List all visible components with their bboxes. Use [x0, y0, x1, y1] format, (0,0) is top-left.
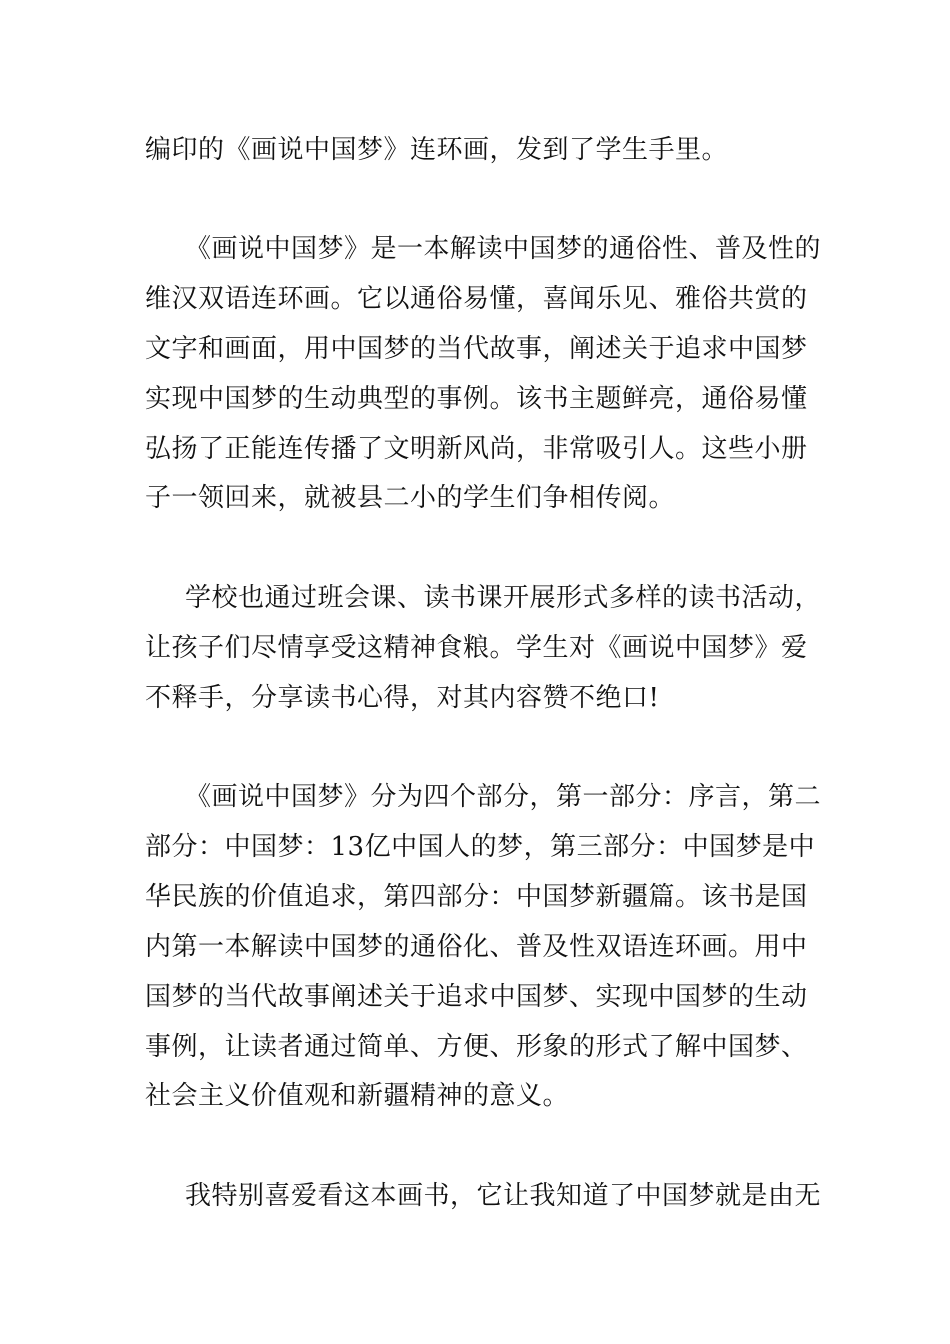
text-line: 社会主义价值观和新疆精神的意义。 — [145, 1081, 570, 1111]
text-line: 子一领回来，就被县二小的学生们争相传阅。 — [145, 483, 676, 513]
text-line: 弘扬了正能连传播了文明新风尚，非常吸引人。这些小册 — [145, 434, 808, 464]
text-line: 学校也通过班会课、读书课开展形式多样的读书活动， — [185, 583, 822, 613]
text-line: 我特别喜爱看这本画书，它让我知道了中国梦就是由无 — [185, 1181, 822, 1211]
text-line: 让孩子们尽情享受这精神食粮。学生对《画说中国梦》爱 — [145, 633, 808, 663]
text-line: 文字和画面，用中国梦的当代故事，阐述关于追求中国梦 — [145, 334, 808, 364]
text-line: 国梦的当代故事阐述关于追求中国梦、实现中国梦的生动 — [145, 982, 808, 1012]
text-line: 实现中国梦的生动典型的事例。该书主题鲜亮，通俗易懂 — [145, 384, 808, 414]
text-line: 编印的《画说中国梦》连环画，发到了学生手里。 — [145, 135, 729, 165]
text-line: 维汉双语连环画。它以通俗易懂，喜闻乐见、雅俗共赏的 — [145, 284, 808, 314]
text-line: 《画说中国梦》是一本解读中国梦的通俗性、普及性的 — [185, 234, 822, 264]
text-line: 部分：中国梦：13亿中国人的梦，第三部分：中国梦是中 — [145, 832, 816, 862]
text-line: 事例，让读者通过简单、方便、形象的形式了解中国梦、 — [145, 1032, 808, 1062]
text-line: 不释手，分享读书心得，对其内容赞不绝口! — [145, 683, 660, 713]
text-line: 《画说中国梦》分为四个部分，第一部分：序言，第二 — [185, 782, 822, 812]
text-line: 内第一本解读中国梦的通俗化、普及性双语连环画。用中 — [145, 932, 808, 962]
text-line: 华民族的价值追求，第四部分：中国梦新疆篇。该书是国 — [145, 882, 808, 912]
